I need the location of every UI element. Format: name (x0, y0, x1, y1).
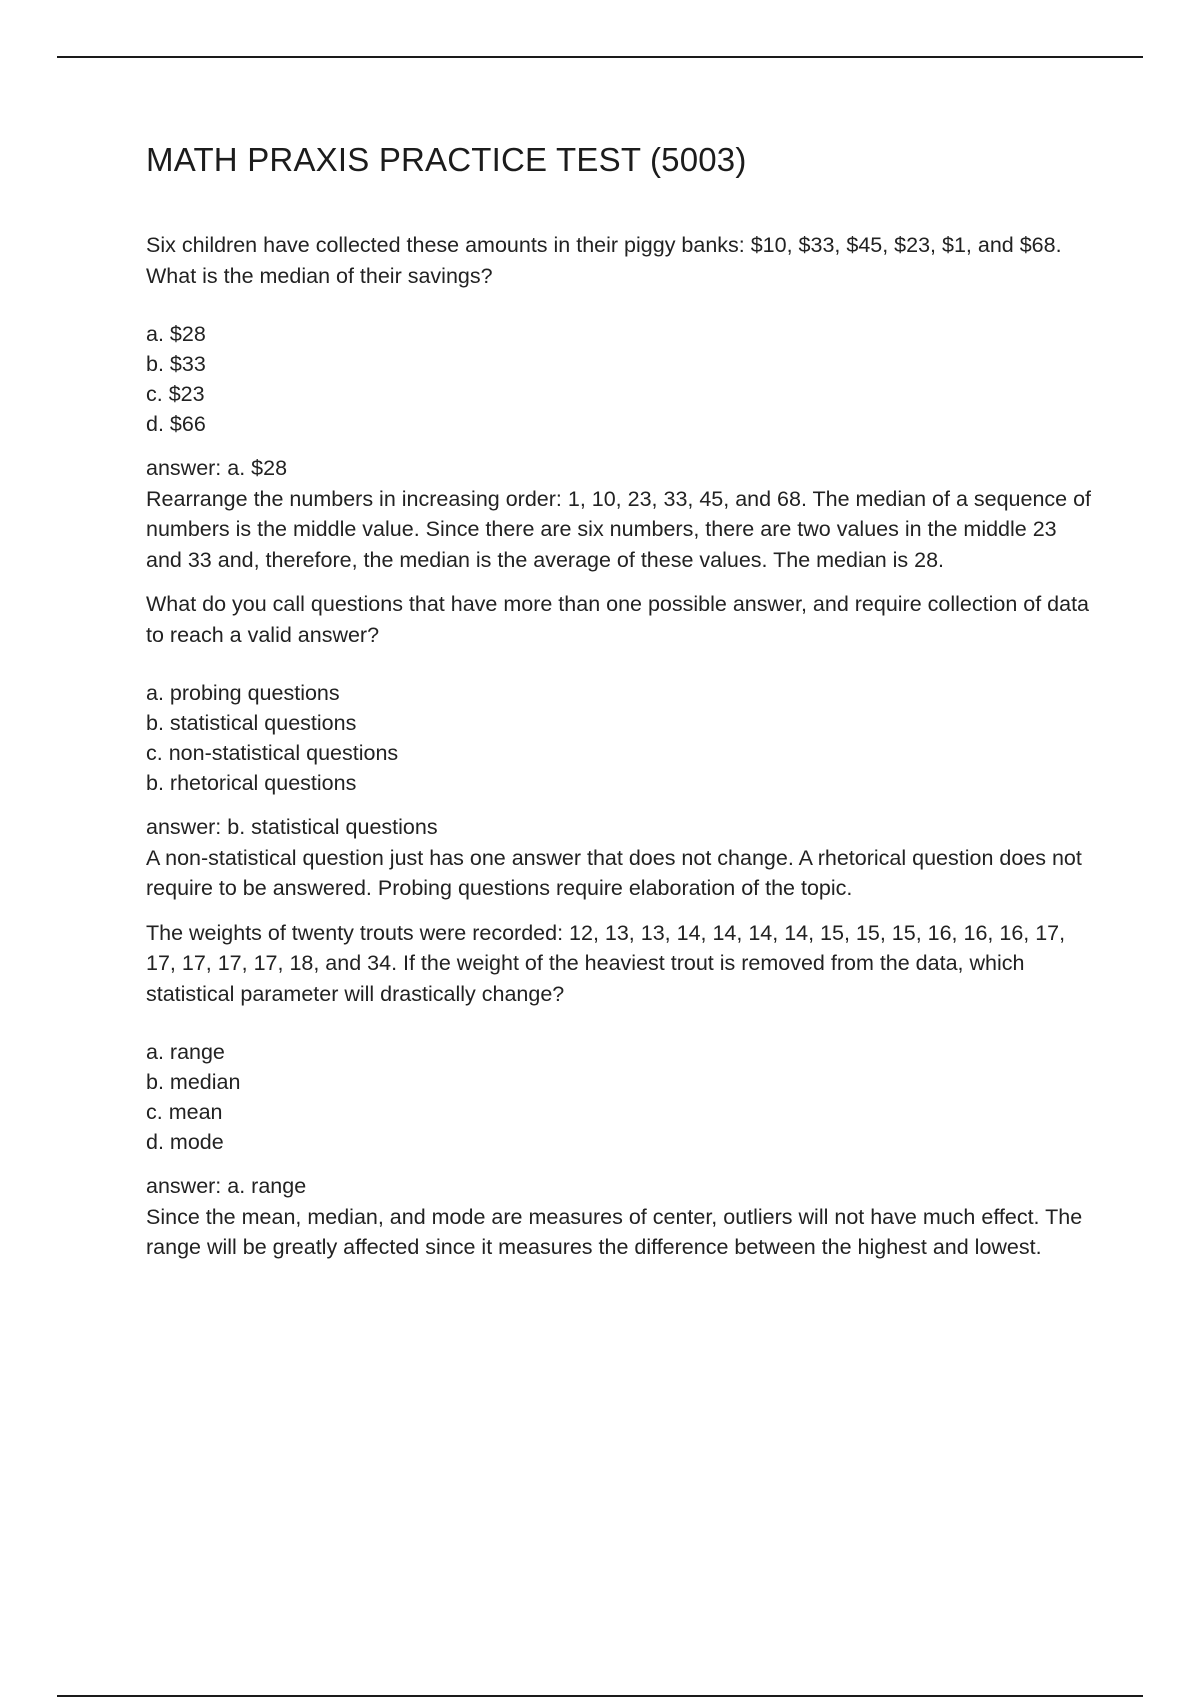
question-prompt: What do you call questions that have more than one possible answer, and require collection of data to reach a valid answer? (146, 592, 1089, 647)
question-block (146, 918, 1096, 1263)
option-item: b. median (146, 1070, 241, 1094)
option-item: a. $28 (146, 322, 206, 346)
question-block (146, 230, 1096, 575)
document-title: MATH PRAXIS PRACTICE TEST (5003) (146, 141, 747, 178)
answer-label: answer: b. statistical questions (146, 815, 438, 839)
answer-explanation: Since the mean, median, and mode are measures of center, outliers will not have much effect. The range will be greatly affected since it measures the difference between the highest and lowest. (146, 1204, 1083, 1259)
option-item: d. mode (146, 1130, 224, 1154)
document-page (146, 140, 1096, 1263)
option-item: a. range (146, 1040, 225, 1064)
answer-block (146, 812, 1096, 904)
option-item: b. statistical questions (146, 711, 357, 735)
question-prompt: The weights of twenty trouts were recorded: 12, 13, 13, 14, 14, 14, 14, 15, 15, 15, 16, 16, 16, 17, 17, 17, 17, 17, 18, and 34. If the weight of the heaviest trout is removed from the data, which statistical parameter will drastically change? (146, 920, 1066, 1006)
answer-options (146, 319, 1096, 439)
answer-block (146, 1171, 1096, 1263)
question-prompt: Six children have collected these amounts in their piggy banks: $10, $33, $45, $23, $1, and $68. What is the median of their savings? (146, 233, 1062, 288)
answer-explanation: A non-statistical question just has one answer that does not change. A rhetorical question does not require to be answered. Probing questions require elaboration of the topic. (146, 845, 1082, 900)
answer-label: answer: a. $28 (146, 456, 288, 480)
option-item: d. $66 (146, 412, 206, 436)
option-item: c. non-statistical questions (146, 741, 399, 765)
answer-block (146, 453, 1096, 575)
option-item: b. $33 (146, 352, 206, 376)
top-rule (57, 56, 1143, 58)
answer-label: answer: a. range (146, 1174, 307, 1198)
bottom-rule (57, 1695, 1143, 1697)
answer-explanation: Rearrange the numbers in increasing order: 1, 10, 23, 33, 45, and 68. The median of a sequence of numbers is the middle value. Since there are six numbers, there are two values in the middle 23 and 33 and, therefore, the median is the average of these values. The median is 28. (146, 486, 1092, 572)
option-item: b. rhetorical questions (146, 771, 357, 795)
answer-options (146, 1037, 1096, 1157)
option-item: c. $23 (146, 382, 205, 406)
option-item: a. probing questions (146, 681, 340, 705)
answer-options (146, 678, 1096, 798)
question-block (146, 589, 1096, 904)
option-item: c. mean (146, 1100, 223, 1124)
